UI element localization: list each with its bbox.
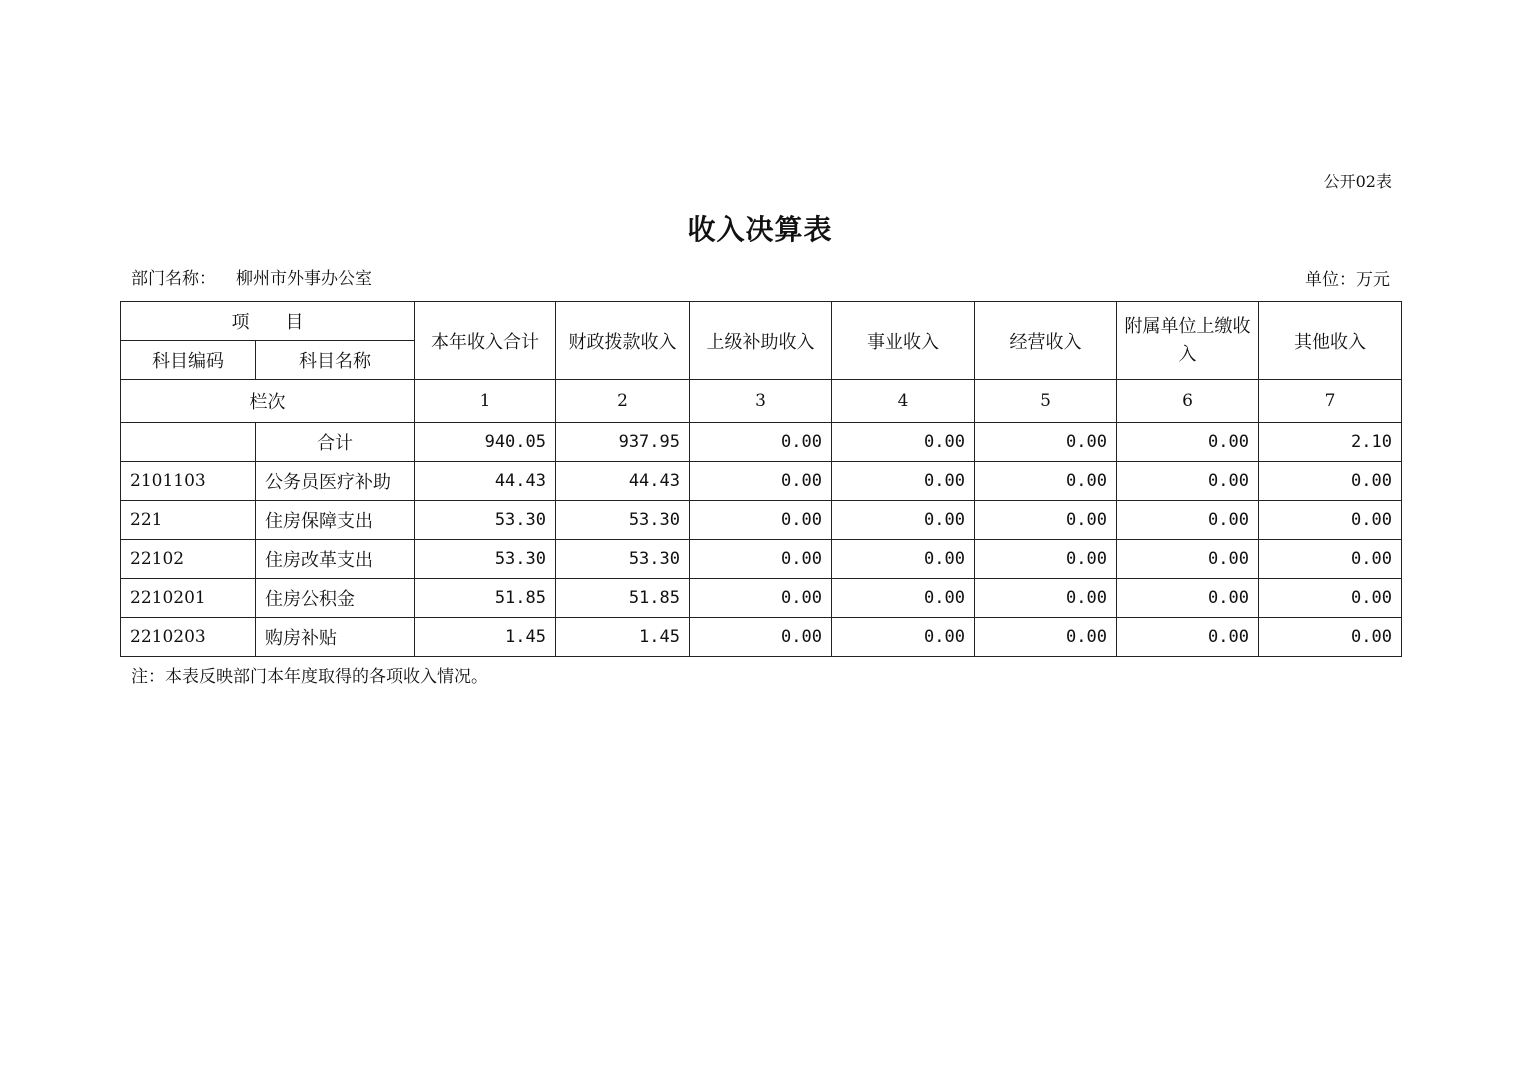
subject-code xyxy=(121,423,256,462)
index-label: 栏次 xyxy=(121,380,415,423)
amount-cell: 53.30 xyxy=(415,501,556,540)
header-name: 科目名称 xyxy=(256,341,415,380)
amount-cell: 940.05 xyxy=(415,423,556,462)
amount-cell: 51.85 xyxy=(556,579,690,618)
subject-name: 合计 xyxy=(256,423,415,462)
amount-cell: 0.00 xyxy=(1259,462,1402,501)
amount-cell: 0.00 xyxy=(690,501,832,540)
header-col-operating: 经营收入 xyxy=(975,302,1117,380)
amount-cell: 0.00 xyxy=(975,579,1117,618)
header-code: 科目编码 xyxy=(121,341,256,380)
amount-cell: 0.00 xyxy=(832,423,975,462)
unit-label: 单位：万元 xyxy=(1305,270,1390,290)
table-row xyxy=(121,579,1402,618)
subject-code: 2210203 xyxy=(121,618,256,657)
amount-cell: 0.00 xyxy=(1117,423,1259,462)
table-row xyxy=(121,501,1402,540)
amount-cell: 0.00 xyxy=(1117,462,1259,501)
amount-cell: 0.00 xyxy=(1117,618,1259,657)
amount-cell: 1.45 xyxy=(556,618,690,657)
table-row xyxy=(121,462,1402,501)
table-note: 注：本表反映部门本年度取得的各项收入情况。 xyxy=(131,667,488,687)
amount-cell: 0.00 xyxy=(1117,540,1259,579)
header-col-other: 其他收入 xyxy=(1259,302,1402,380)
index-cell: 3 xyxy=(690,380,832,423)
index-cell: 2 xyxy=(556,380,690,423)
table-row xyxy=(121,540,1402,579)
amount-cell: 0.00 xyxy=(690,618,832,657)
department-line xyxy=(131,266,372,292)
amount-cell: 937.95 xyxy=(556,423,690,462)
amount-cell: 0.00 xyxy=(975,618,1117,657)
index-cell: 5 xyxy=(975,380,1117,423)
header-col-business: 事业收入 xyxy=(832,302,975,380)
amount-cell: 44.43 xyxy=(556,462,690,501)
amount-cell: 0.00 xyxy=(832,501,975,540)
income-table xyxy=(120,301,1402,657)
amount-cell: 0.00 xyxy=(690,579,832,618)
index-cell: 1 xyxy=(415,380,556,423)
form-number: 公开02表 xyxy=(1323,172,1392,191)
amount-cell: 0.00 xyxy=(975,462,1117,501)
subject-name: 住房公积金 xyxy=(256,579,415,618)
amount-cell: 0.00 xyxy=(832,618,975,657)
amount-cell: 51.85 xyxy=(415,579,556,618)
subject-name: 购房补贴 xyxy=(256,618,415,657)
amount-cell: 0.00 xyxy=(975,423,1117,462)
table-body xyxy=(121,423,1402,657)
table-row xyxy=(121,618,1402,657)
index-cell: 6 xyxy=(1117,380,1259,423)
header-col-fiscal: 财政拨款收入 xyxy=(556,302,690,380)
subject-code: 2210201 xyxy=(121,579,256,618)
index-cell: 7 xyxy=(1259,380,1402,423)
index-cell: 4 xyxy=(832,380,975,423)
subject-code: 22102 xyxy=(121,540,256,579)
amount-cell: 53.30 xyxy=(415,540,556,579)
amount-cell: 0.00 xyxy=(690,540,832,579)
amount-cell: 0.00 xyxy=(832,540,975,579)
subject-code: 221 xyxy=(121,501,256,540)
department-name: 柳州市外事办公室 xyxy=(236,269,372,289)
header-row xyxy=(121,302,1402,341)
subject-name: 住房保障支出 xyxy=(256,501,415,540)
amount-cell: 53.30 xyxy=(556,540,690,579)
index-row xyxy=(121,380,1402,423)
amount-cell: 0.00 xyxy=(832,579,975,618)
amount-cell: 0.00 xyxy=(975,540,1117,579)
header-item: 项 目 xyxy=(121,302,415,341)
header-col-total: 本年收入合计 xyxy=(415,302,556,380)
amount-cell: 0.00 xyxy=(690,423,832,462)
department-label: 部门名称： xyxy=(131,269,216,289)
subject-name: 住房改革支出 xyxy=(256,540,415,579)
amount-cell: 1.45 xyxy=(415,618,556,657)
amount-cell: 0.00 xyxy=(1259,501,1402,540)
table-row xyxy=(121,423,1402,462)
amount-cell: 0.00 xyxy=(1117,579,1259,618)
amount-cell: 2.10 xyxy=(1259,423,1402,462)
header-col-superior: 上级补助收入 xyxy=(690,302,832,380)
amount-cell: 0.00 xyxy=(1259,579,1402,618)
amount-cell: 44.43 xyxy=(415,462,556,501)
subject-code: 2101103 xyxy=(121,462,256,501)
page-title: 收入决算表 xyxy=(687,213,833,246)
amount-cell: 0.00 xyxy=(690,462,832,501)
amount-cell: 0.00 xyxy=(975,501,1117,540)
amount-cell: 53.30 xyxy=(556,501,690,540)
subject-name: 公务员医疗补助 xyxy=(256,462,415,501)
amount-cell: 0.00 xyxy=(832,462,975,501)
amount-cell: 0.00 xyxy=(1259,618,1402,657)
amount-cell: 0.00 xyxy=(1117,501,1259,540)
header-col-affiliate: 附属单位上缴收入 xyxy=(1117,302,1259,380)
amount-cell: 0.00 xyxy=(1259,540,1402,579)
